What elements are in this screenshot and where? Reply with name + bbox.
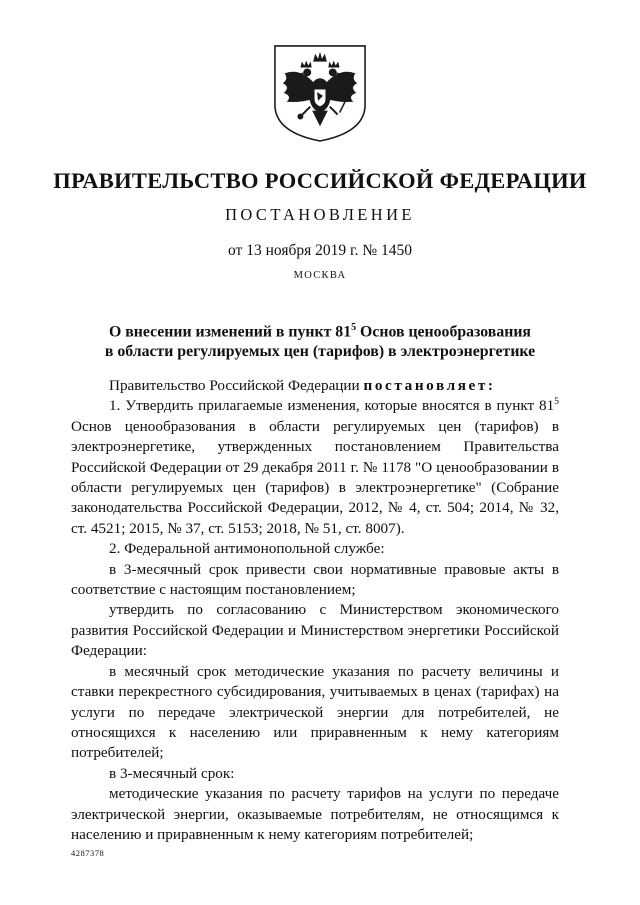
paragraph-3: в 3-месячный срок привести свои нормативные правовые акты в соответствие с настоящим постановлением; [71, 560, 559, 599]
paragraph-4: утвердить по согласованию с Министерством экономического развития Российской Федерации и Министерством энергетики Российской Федерации: [71, 601, 559, 660]
heading-line-2: в области регулируемых цен (тарифов) в электроэнергетике [104, 343, 536, 361]
heading-line-1: О внесении изменений в пункт $81^5$ Основ ценообразования [109, 322, 531, 341]
document-date-number: от 13 ноября 2019 г. № 1450 [228, 242, 412, 259]
document-heading [0, 318, 640, 362]
state-emblem-icon [271, 40, 369, 144]
paragraph-7: методические указания по расчету тарифов на услуги по передаче электрической энергии, оказываемые потребителям, не относящимся к населению и приравненным к нему категориям потребителей; [71, 785, 559, 843]
document-body [71, 376, 559, 845]
paragraph-2: 2. Федеральной антимонопольной службе: [109, 540, 385, 558]
government-title: ПРАВИТЕЛЬСТВО РОССИЙСКОЙ ФЕДЕРАЦИИ [53, 168, 587, 193]
document-type: ПОСТАНОВЛЕНИЕ [225, 205, 415, 224]
document-city: МОСКВА [293, 270, 347, 281]
decree-intro: Правительство Российской Федерации постановляет: [109, 377, 496, 394]
paragraph-1: 1. Утвердить прилагаемые изменения, которые вносятся в пункт $81^5$ Основ ценообразования в области регулируемых цен (тарифов) в электроэнергетике, утвержденных постановлением Правительства Российской Федерации от 29 декабря 2011 г. № 1178 "О ценообразовании в области регулируемых цен (тарифов) в электроэнергетике" (Собрание законодательства Российской Федерации, 2012, № 4, ст. 504; 2014, № 32, ст. 4521; 2015, № 37, ст. 5153; 2018, № 51, ст. 8007). [71, 397, 559, 537]
paragraph-6: в 3-месячный срок: [109, 764, 235, 782]
paragraph-5: в месячный срок методические указания по расчету величины и ставки перекрестного субсидирования, учитываемых в ценах (тарифах) на услуги по передаче электрической энергии для потребителей, не относящихся к населению или приравненным к нему категориям потребителей; [71, 662, 559, 762]
document-id: 4287378 [71, 848, 105, 858]
